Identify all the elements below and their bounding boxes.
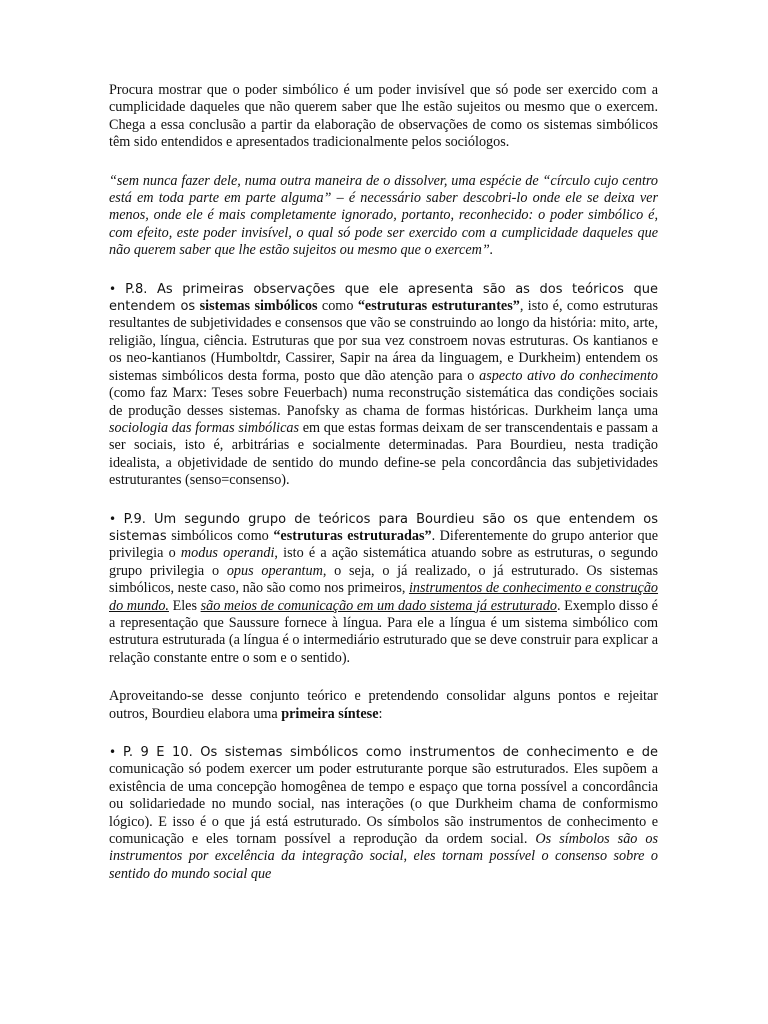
section-marker-p9-10: P. 9 E 10. Os sistemas simbólicos como instrumentos de conhecimento e de	[123, 745, 659, 760]
paragraph-sintese	[109, 688, 658, 723]
text-run: Eles	[168, 597, 201, 614]
term-primeira-sintese: primeira síntese	[281, 705, 379, 722]
term-opus-operantum: opus operantum	[226, 562, 323, 579]
text-run: em que estas formas deixam de ser transcendentais e passam a ser sociais, isto é, arbitrárias e socialmente determinadas. Para Bourdieu, nesta tradição idealista, a objetividade de sentido do mundo define-se pela concordância das subjetividades estruturantes (senso=consenso).	[109, 419, 658, 489]
text-run: , o seja, o já realizado, o já estruturado. Os sistemas simbólicos, neste caso, não são como nos primeiros,	[109, 562, 658, 597]
text-run: , isto é, como estruturas resultantes de subjetividades e consensos que vão se construindo ao longo da história: mito, arte, religião, língua, ciência. Estruturas que por sua vez constroem novas estruturas. Os kantianos e os neo-kantianos (Humboltdr, Cassirer, Sapir na área da linguagem, e Durkheim) entendem os sistemas simbólicos desta forma, posto que dão atenção para o	[109, 298, 658, 384]
text-run: . Diferentemente do grupo anterior que privilegia o	[109, 527, 658, 562]
bullet-icon: •	[109, 511, 117, 526]
term-aspecto-ativo: aspecto ativo do conhecimento	[479, 367, 658, 384]
quote-paragraph: “sem nunca fazer dele, numa outra maneira de o dissolver, uma espécie de “círculo cujo centro está em toda parte em parte alguma” – é necessário saber descobri-lo onde ele se deixa ver menos, onde ele é mais completamente ignorado, portanto, reconhecido: o poder simbólico é, com efeito, este poder invisível, o qual só pode ser exercido com a cumplicidade daqueles que não querem saber que lhe estão sujeitos ou mesmo que o exercem”.	[109, 172, 658, 259]
underlined-meios-comunicacao: são meios de comunicação em um dado sistema já estruturado	[200, 597, 557, 614]
paragraph-p9	[109, 511, 658, 668]
text-run: , isto é a ação sistemática atuando sobre as estruturas, o segundo grupo privilegia o	[109, 545, 659, 579]
bullet-icon: •	[109, 745, 117, 759]
term-estruturas-estruturadas: “estruturas estruturadas”	[273, 527, 432, 544]
term-sistemas-simbolicos: sistemas simbólicos	[199, 298, 318, 315]
text-run: como	[317, 298, 358, 315]
text-run: simbólicos como	[166, 527, 274, 544]
bullet-icon: •	[109, 281, 117, 296]
section-marker-p9: P.9. Um segundo grupo de teóricos para Bourdieu são os que entendem os sistemas	[109, 511, 658, 544]
term-sociologia-formas: sociologia das formas simbólicas	[109, 419, 300, 436]
text-run: (como faz Marx: Teses sobre Feuerbach) numa reconstrução sistemática das condições sociais de produção desses sistemas. Panofsky as chama de formas históricas. Durkheim lança uma	[109, 385, 658, 419]
text-run: Aproveitando-se desse conjunto teórico e pretendendo consolidar alguns pontos e rejeitar outros, Bourdieu elabora uma	[109, 688, 658, 722]
text-run: :	[378, 705, 383, 722]
paragraph-intro: Procura mostrar que o poder simbólico é um poder invisível que só pode ser exercido com a cumplicidade daqueles que não querem saber que lhe estão sujeitos ou mesmo que o exercem. Chega a essa conclusão a partir da elaboração de observações de como os sistemas simbólicos têm sido entendidos e apresentados tradicionalmente pelos sociólogos.	[109, 82, 658, 151]
term-modus-operandi: modus operandi	[180, 545, 275, 562]
text-run: comunicação só podem exercer um poder estruturante porque são estruturados. Eles supõem a existência de uma concepção homogênea de tempo e espaço que torna possível a concordância ou solidariedade no mundo social, nas interações (o que Durkheim chama de conformismo lógico). E isso é o que já está estruturado. Os símbolos são instrumentos de conhecimento e comunicação e eles tornam possível a reprodução da ordem social.	[109, 761, 658, 848]
section-marker-p8: P.8. As primeiras observações que ele apresenta são as dos teóricos que entendem os	[109, 281, 658, 315]
term-simbolos-instrumentos: Os símbolos são os instrumentos por excelência da integração social, eles tornam possível o consenso sobre o sentido do mundo social que	[109, 831, 659, 882]
text-run: . Exemplo disso é a representação que Saussure fornece à língua. Para ele a língua é um sistema simbólico com estrutura estruturada (a língua é o intermediário estruturado que se deve construir para explicar a relação constante entre o som e o sentido).	[109, 597, 658, 666]
term-estruturas-estruturantes: “estruturas estruturantes”	[357, 298, 520, 315]
underlined-instrumentos: instrumentos de conhecimento e construção do mundo.	[109, 580, 659, 614]
paragraph-p9-10	[109, 744, 658, 883]
paragraph-p8	[109, 281, 658, 490]
